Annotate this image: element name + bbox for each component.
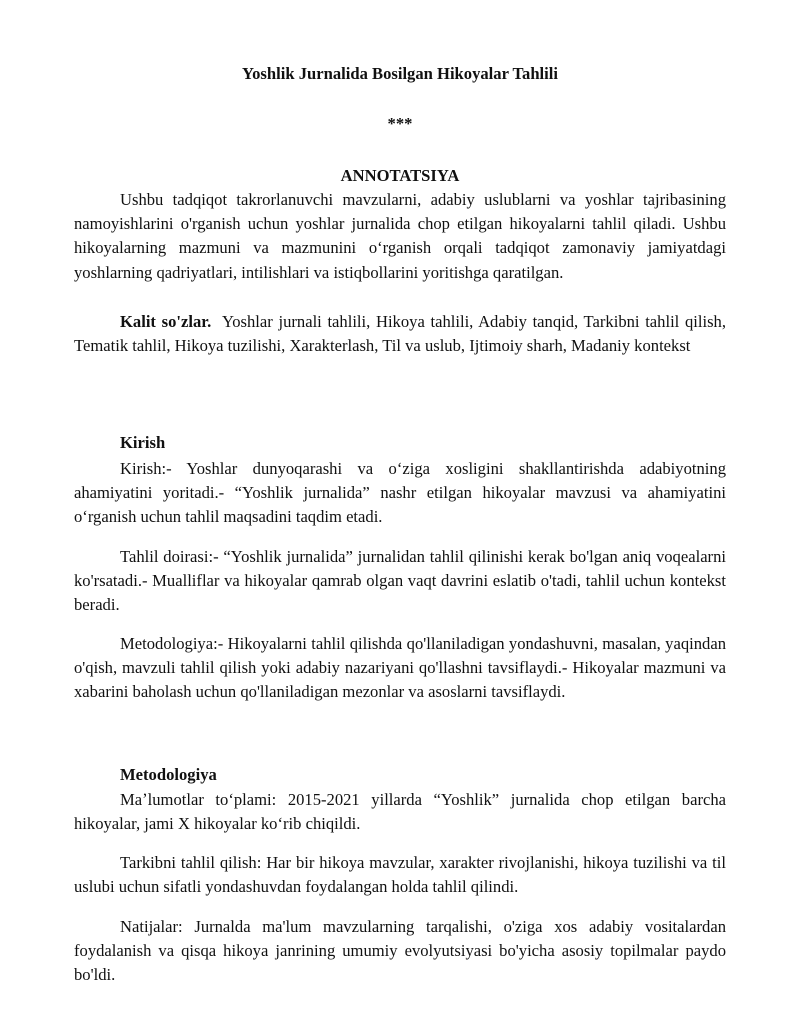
methodology-heading: Metodologiya — [120, 765, 217, 784]
keywords-text: Yoshlar jurnali tahlili, Hikoya tahlili, Adabiy tanqid, Tarkibni tahlil qilish, Tematik tahlil, Hikoya tuzilishi, Xarakterlash, Til va uslub, Ijtimoiy sharh, Madaniy kontekst — [74, 312, 726, 356]
keywords-label: Kalit so'zlar. — [120, 312, 212, 331]
intro-heading: Kirish — [120, 433, 166, 452]
document-title: Yoshlik Jurnalida Bosilgan Hikoyalar Tahlili — [241, 64, 559, 83]
keywords-paragraph — [74, 310, 726, 358]
annotation-heading: ANNOTATSIYA — [340, 166, 460, 185]
methodology-paragraph-1: Maʼlumotlar toʻplami: 2015-2021 yillarda “Yoshlik” jurnalida chop etilgan barcha hikoyalar, jami X hikoyalar koʻrib chiqildi. — [74, 790, 726, 834]
annotation-paragraph: Ushbu tadqiqot takrorlanuvchi mavzularni, adabiy uslublarni va yoshlar tajribasining namoyishlarini o'rganish uchun yoshlar jurnalida chop etilgan hikoyalarni tahlil qiladi. Ushbu hikoyalarning mazmuni va mazmunini oʻrganish orqali tadqiqot zamonaviy jamiyatdagi yoshlarning qadriyatlari, intilishlari va istiqbollarini yoritishga qaratilgan. — [74, 190, 726, 282]
methodology-paragraph-2: Tarkibni tahlil qilish: Har bir hikoya mavzular, xarakter rivojlanishi, hikoya tuzilishi va til uslubi uchun sifatli yondashuvdan foydalangan holda tahlil qilindi. — [74, 853, 726, 897]
intro-paragraph-2: Tahlil doirasi:- “Yoshlik jurnalida” jurnalidan tahlil qilinishi kerak bo'lgan aniq voqealarni ko'rsatadi.- Mualliflar va hikoyalar qamrab olgan vaqt davrini eslatib o'tadi, tahlil uchun kontekst beradi. — [74, 547, 726, 615]
title-separator: *** — [387, 114, 413, 133]
intro-paragraph-1: Kirish:- Yoshlar dunyoqarashi va oʻziga xosligini shakllantirishda adabiyotning ahamiyatini yoritadi.- “Yoshlik jurnalida” nashr etilgan hikoyalar mavzusi va ahamiyatini oʻrganish uchun tahlil maqsadini taqdim etadi. — [74, 459, 726, 527]
intro-paragraph-3: Metodologiya:- Hikoyalarni tahlil qilishda qo'llaniladigan yondashuvni, masalan, yaqindan o'qish, mavzuli tahlil qilish yoki adabiy nazariyani qo'llashni tavsiflaydi.- Hikoyalar mazmuni va xabarini baholash uchun qo'llaniladigan mezonlar va asoslarni tavsiflaydi. — [74, 634, 726, 702]
methodology-paragraph-3: Natijalar: Jurnalda ma'lum mavzularning tarqalishi, o'ziga xos adabiy vositalardan foydalanish va qisqa hikoya janrining umumiy evolyutsiyasi bo'yicha asosiy topilmalar paydo bo'ldi. — [74, 917, 726, 985]
